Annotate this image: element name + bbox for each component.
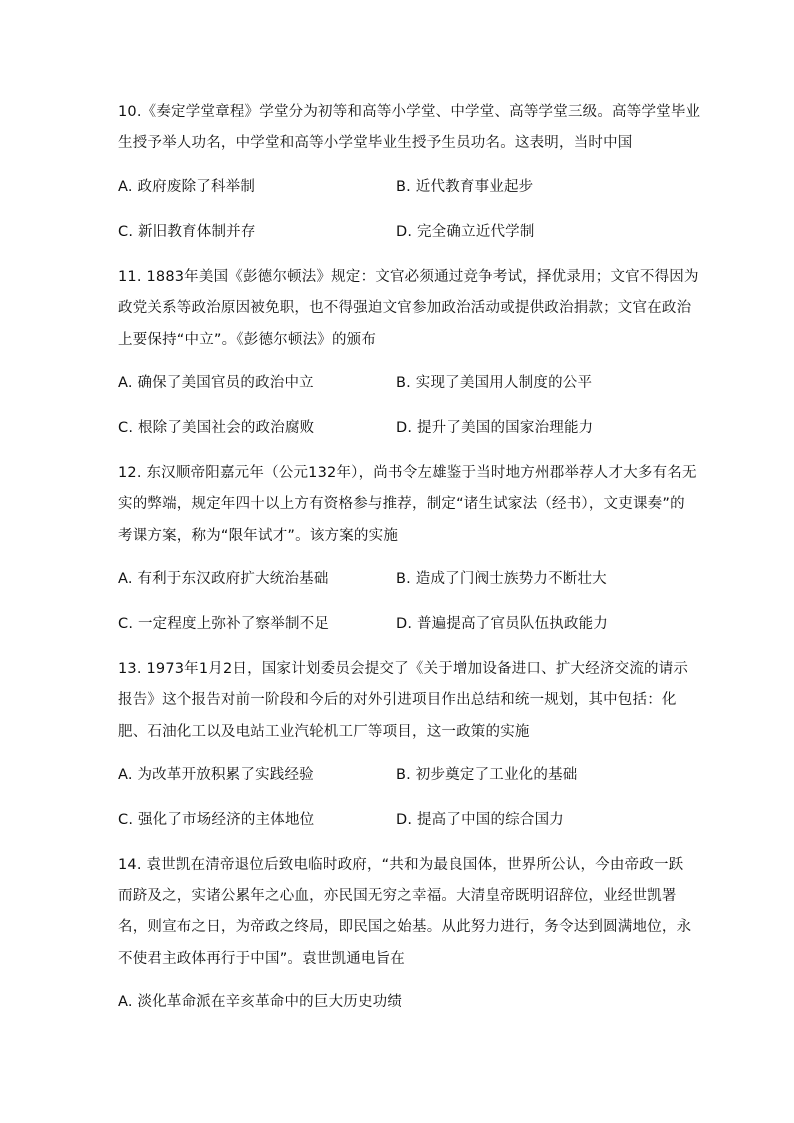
- option-d: D. 完全确立近代学制: [396, 224, 535, 240]
- question-stem-line: 13. 1973年1月2日，国家计划委员会提交了《关于增加设备进口、扩大经济交流的请示: [118, 661, 689, 677]
- option-a: A. 政府废除了科举制: [118, 179, 256, 195]
- question-stem-line: 10.《奏定学堂章程》学堂分为初等和高等小学堂、中学堂、高等学堂三级。高等学堂毕业: [118, 104, 701, 120]
- option-b: B. 造成了门阀士族势力不断壮大: [396, 571, 607, 587]
- question-stem-line: 考课方案，称为“限年试才”。该方案的实施: [118, 528, 399, 544]
- option-a: A. 淡化革命派在辛亥革命中的巨大历史功绩: [118, 994, 403, 1010]
- question-stem-line: 肥、石油化工以及电站工业汽轮机工厂等项目，这一政策的实施: [118, 724, 530, 740]
- question-stem-line: 生授予举人功名，中学堂和高等小学堂毕业生授予生员功名。这表明，当时中国: [118, 135, 633, 151]
- question-stem-line: 报告》这个报告对前一阶段和今后的对外引进项目作出总结和统一规划，其中包括：化: [118, 692, 677, 708]
- option-a: A. 有利于东汉政府扩大统治基础: [118, 571, 329, 587]
- question-stem-line: 实的弊端，规定年四十以上方有资格参与推荐，制定“诸生试家法（经书），文吏课奏”的: [118, 496, 685, 512]
- question-stem-line: 不使君主政体再行于中国”。袁世凯通电旨在: [118, 951, 406, 967]
- option-d: D. 提高了中国的综合国力: [396, 812, 564, 828]
- option-a: A. 为改革开放积累了实践经验: [118, 767, 314, 783]
- question-stem-line: 11. 1883年美国《彭德尔顿法》规定：文官必须通过竞争考试，择优录用；文官不得因为: [118, 269, 699, 285]
- option-b: B. 实现了美国用人制度的公平: [396, 375, 593, 391]
- option-b: B. 初步奠定了工业化的基础: [396, 767, 578, 783]
- question-stem-line: 12. 东汉顺帝阳嘉元年（公元132年），尚书令左雄鉴于当时地方州郡举荐人才大多有名无: [118, 465, 697, 481]
- question-stem-line: 而跻及之，实诸公累年之心血，亦民国无穷之幸福。大清皇帝既明诏辞位，业经世凯署: [118, 888, 677, 904]
- option-c: C. 一定程度上弥补了察举制不足: [118, 616, 330, 632]
- question-stem-line: 上要保持“中立”。《彭德尔顿法》的颁布: [118, 332, 377, 348]
- question-stem-line: 14. 袁世凯在清帝退位后致电临时政府，“共和为最良国体，世界所公认，今由帝政一跃: [118, 857, 684, 873]
- option-c: C. 根除了美国社会的政治腐败: [118, 420, 315, 436]
- option-b: B. 近代教育事业起步: [396, 179, 534, 195]
- question-stem-line: 政党关系等政治原因被免职，也不得强迫文官参加政治活动或提供政治捐款；文官在政治: [118, 300, 692, 316]
- question-stem-line: 名，则宣布之日，为帝政之终局，即民国之始基。从此努力进行，务令达到圆满地位，永: [118, 919, 692, 935]
- option-a: A. 确保了美国官员的政治中立: [118, 375, 314, 391]
- option-d: D. 提升了美国的国家治理能力: [396, 420, 594, 436]
- option-c: C. 强化了市场经济的主体地位: [118, 812, 315, 828]
- option-c: C. 新旧教育体制并存: [118, 224, 256, 240]
- option-d: D. 普遍提高了官员队伍执政能力: [396, 616, 609, 632]
